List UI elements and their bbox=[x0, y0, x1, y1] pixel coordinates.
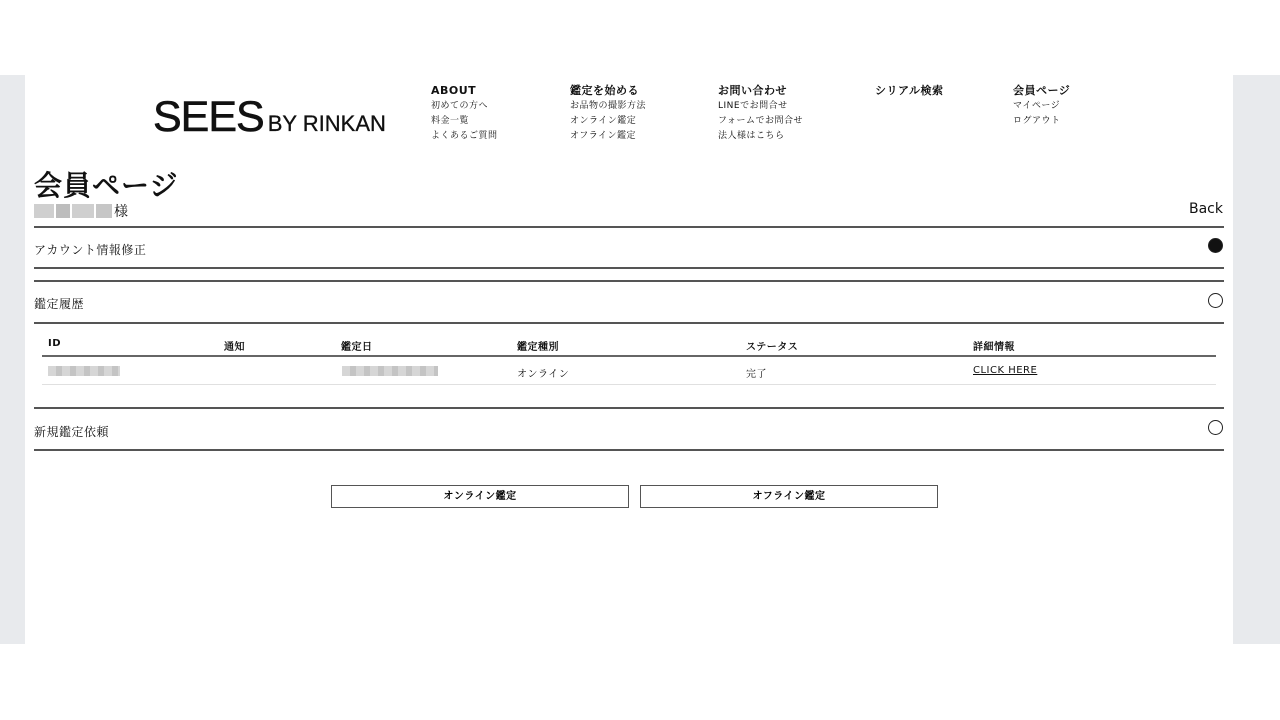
logo-sub-text: BY RINKAN bbox=[267, 111, 386, 136]
table-header-row bbox=[42, 333, 1216, 357]
section-divider bbox=[34, 407, 1224, 409]
column-header-detail: 詳細情報 bbox=[973, 342, 1015, 353]
user-greeting bbox=[34, 201, 128, 221]
nav-link-offline-appraisal[interactable]: オフライン鑑定 bbox=[570, 131, 636, 141]
nav-group-contact bbox=[718, 83, 803, 144]
section-divider bbox=[34, 322, 1224, 324]
nav-group-start-appraisal bbox=[570, 83, 646, 144]
redacted-user-name bbox=[34, 204, 112, 218]
new-appraisal-toggle[interactable] bbox=[1208, 420, 1223, 435]
nav-heading-contact[interactable]: お問い合わせ bbox=[718, 84, 787, 97]
nav-link-logout[interactable]: ログアウト bbox=[1013, 116, 1061, 126]
nav-heading-serial-search[interactable]: シリアル検索 bbox=[875, 84, 944, 97]
page-title: 会員ページ bbox=[34, 169, 179, 202]
nav-link-my-page[interactable]: マイページ bbox=[1013, 101, 1061, 111]
section-divider bbox=[34, 226, 1224, 228]
nav-heading-member[interactable]: 会員ページ bbox=[1013, 84, 1071, 97]
section-new-appraisal[interactable]: 新規鑑定依頼 bbox=[34, 425, 110, 439]
redacted-id bbox=[48, 366, 120, 376]
nav-link-form-contact[interactable]: フォームでお問合せ bbox=[718, 116, 804, 126]
nav-link-corporate[interactable]: 法人様はこちら bbox=[718, 131, 785, 141]
nav-link-first-time[interactable]: 初めての方へ bbox=[431, 101, 489, 111]
row-type: オンライン bbox=[517, 369, 570, 380]
column-header-date: 鑑定日 bbox=[341, 342, 373, 353]
table-row bbox=[42, 357, 1216, 385]
section-divider bbox=[34, 267, 1224, 269]
redacted-date bbox=[342, 366, 438, 376]
account-edit-toggle[interactable] bbox=[1208, 238, 1223, 253]
nav-link-photo-guide[interactable]: お品物の撮影方法 bbox=[570, 101, 647, 111]
nav-link-pricing[interactable]: 料金一覧 bbox=[431, 116, 470, 126]
page-container bbox=[25, 75, 1233, 644]
section-appraisal-history[interactable]: 鑑定履歴 bbox=[34, 297, 85, 311]
online-appraisal-button[interactable]: オンライン鑑定 bbox=[331, 485, 629, 508]
nav-heading-start-appraisal[interactable]: 鑑定を始める bbox=[570, 84, 639, 97]
user-honorific: 様 bbox=[114, 204, 128, 220]
offline-appraisal-button[interactable]: オフライン鑑定 bbox=[640, 485, 938, 508]
row-status: 完了 bbox=[746, 369, 767, 380]
nav-link-line-contact[interactable]: LINEでお問合せ bbox=[718, 101, 788, 111]
column-header-type: 鑑定種別 bbox=[517, 342, 559, 353]
appraisal-history-toggle[interactable] bbox=[1208, 293, 1223, 308]
logo-main-text: SEES bbox=[153, 93, 264, 141]
nav-link-online-appraisal[interactable]: オンライン鑑定 bbox=[570, 116, 637, 126]
nav-heading-about[interactable]: ABOUT bbox=[431, 84, 477, 97]
back-link[interactable]: Back bbox=[1189, 201, 1223, 217]
nav-group-serial-search bbox=[875, 83, 944, 99]
row-detail-link[interactable]: CLICK HERE bbox=[973, 365, 1038, 376]
nav-group-about bbox=[431, 83, 498, 144]
column-header-notice: 通知 bbox=[224, 342, 245, 353]
column-header-status: ステータス bbox=[746, 342, 799, 353]
section-divider bbox=[34, 449, 1224, 451]
nav-link-faq[interactable]: よくあるご質問 bbox=[431, 131, 498, 141]
column-header-id: ID bbox=[48, 338, 62, 349]
nav-group-member bbox=[1013, 83, 1070, 129]
site-logo[interactable] bbox=[153, 93, 386, 142]
section-divider bbox=[34, 280, 1224, 282]
section-account-edit[interactable]: アカウント情報修正 bbox=[34, 243, 147, 257]
appraisal-history-table bbox=[42, 333, 1216, 385]
